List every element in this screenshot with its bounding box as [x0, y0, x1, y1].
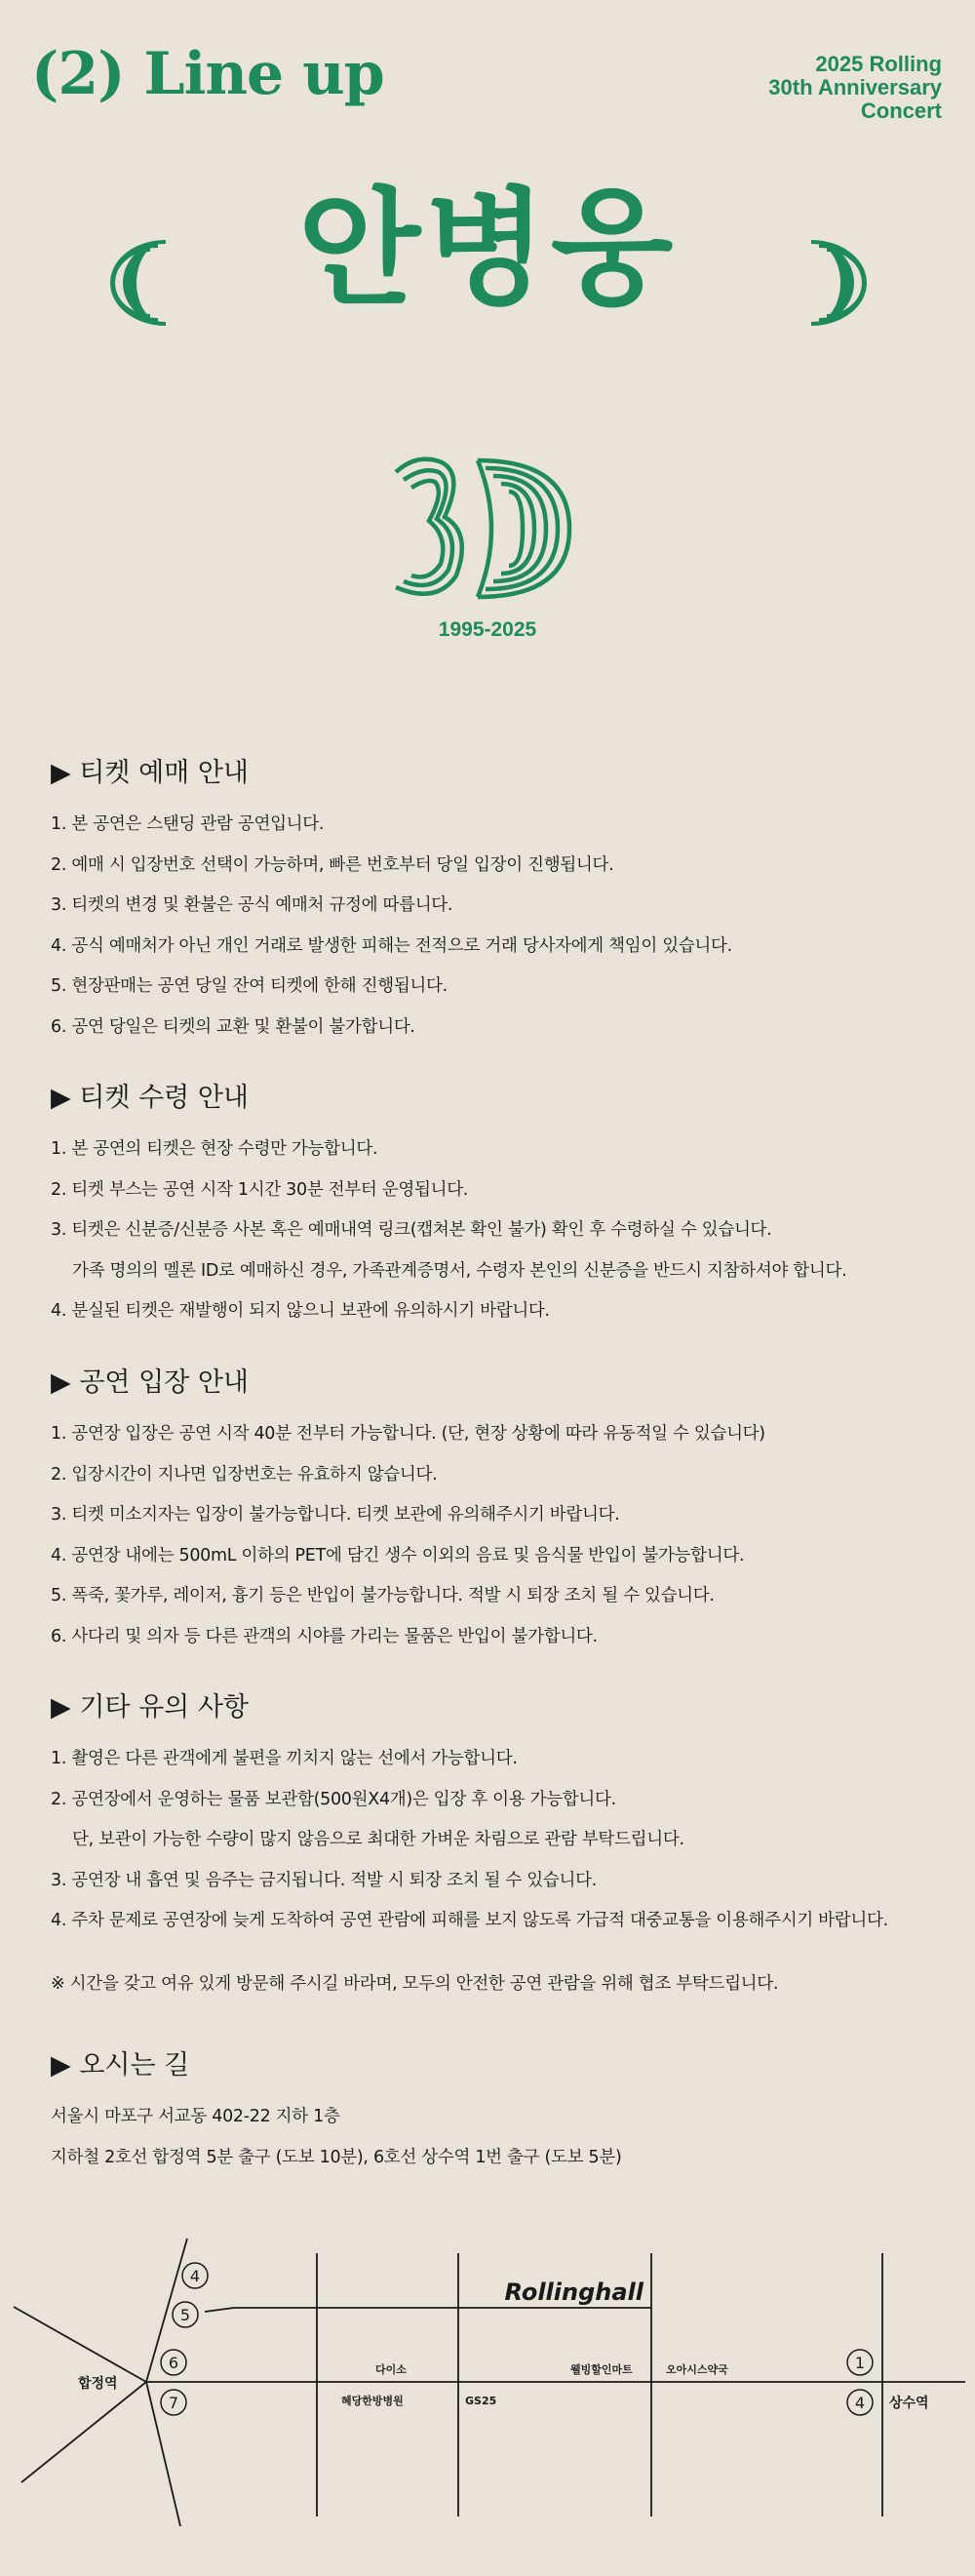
station-label-left: 합정역: [78, 2376, 118, 2392]
ticket-booking-section: [51, 756, 948, 1049]
anniversary-30-logo: [388, 451, 583, 607]
landmark-label: 혜당한방병원: [341, 2395, 404, 2407]
list-item: 4. 공식 예매처가 아닌 개인 거래로 발생한 피해는 전적으로 거래 당사자에게 책임이 있습니다.: [51, 935, 732, 956]
exit-number: 4: [189, 2267, 201, 2285]
list-item: 3. 티켓의 변경 및 환불은 공식 예매처 규정에 따릅니다.: [51, 895, 453, 916]
list-item: 4. 공연장 내에는 500mL 이하의 PET에 담긴 생수 이외의 음료 및 음식물 반입이 불가능합니다.: [51, 1545, 745, 1565]
list-item: 2. 티켓 부스는 공연 시작 1시간 30분 전부터 운영됩니다.: [51, 1179, 469, 1200]
anniversary-years: 1995-2025: [438, 618, 537, 641]
section-title: ▶ 티켓 수령 안내: [51, 1083, 250, 1113]
list-item: 3. 공연장 내 흡연 및 음주는 금지됩니다. 적발 시 퇴장 조치 될 수 있습니다.: [51, 1870, 597, 1890]
list-item: 3. 티켓은 신분증/신분증 사본 혹은 예매내역 링크(캡쳐본 확인 불가) 확인 후 수령하실 수 있습니다.: [51, 1220, 772, 1241]
exit-number: 7: [168, 2394, 179, 2412]
list-item: 5. 현장판매는 공연 당일 잔여 티켓에 한해 진행됩니다.: [51, 976, 448, 997]
artist-name: 안병웅: [297, 175, 678, 323]
exit-number: 6: [168, 2354, 179, 2372]
list-item: 3. 티켓 미소지자는 입장이 불가능합니다. 티켓 보관에 유의해주시기 바랍니다.: [51, 1505, 620, 1526]
subway-text: 지하철 2호선 합정역 5분 출구 (도보 10분), 6호선 상수역 1번 출구 (도보 5분): [51, 2147, 622, 2167]
list-item: 2. 예매 시 입장번호 선택이 가능하며, 빠른 번호부터 당일 입장이 진행됩니다.: [51, 854, 614, 875]
list-item: 5. 폭죽, 꽃가루, 레이저, 흉기 등은 반입이 불가능합니다. 적발 시 퇴장 조치 될 수 있습니다.: [51, 1586, 715, 1606]
concert-title-line: Concert: [860, 99, 942, 123]
ticket-pickup-section: [51, 1081, 948, 1332]
list-item: 1. 공연장 입장은 공연 시작 40분 전부터 가능합니다. (단, 현장 상황에 따라 유동적일 수 있습니다): [51, 1424, 765, 1444]
exit-number: 1: [854, 2354, 866, 2372]
venue-label: Rollinghall: [504, 2279, 644, 2306]
notice-text: ※ 시간을 갖고 여유 있게 방문해 주시길 바라며, 모두의 안전한 공연 관람을 위해 협조 부탁드립니다.: [51, 1974, 779, 1994]
list-item: 6. 공연 당일은 티켓의 교환 및 환불이 불가합니다.: [51, 1016, 415, 1037]
concert-title: [768, 53, 942, 123]
exit-number: 5: [179, 2306, 191, 2324]
list-item: 2. 입장시간이 지나면 입장번호는 유효하지 않습니다.: [51, 1464, 438, 1485]
section-title: ▶ 공연 입장 안내: [51, 1367, 250, 1398]
landmark-label: GS25: [465, 2395, 497, 2407]
other-notes-section: [51, 1690, 948, 1942]
map-road: [21, 2382, 146, 2482]
landmark-label: 웰빙할인마트: [570, 2363, 633, 2376]
list-item: 6. 사다리 및 의자 등 다른 관객의 시야를 가리는 물품은 반입이 불가합니다.: [51, 1626, 598, 1646]
list-item: 1. 촬영은 다른 관객에게 불편을 끼치지 않는 선에서 가능합니다.: [51, 1749, 518, 1768]
section-label: (2) Line up: [31, 40, 384, 108]
list-item: 1. 본 공연의 티켓은 현장 수령만 가능합니다.: [51, 1139, 378, 1159]
section-title: ▶ 기타 유의 사항: [51, 1692, 250, 1723]
landmark-label: 오아시스약국: [666, 2363, 728, 2376]
list-item: 단, 보관이 가능한 수량이 많지 않음으로 최대한 가벼운 차림으로 관람 부탁드립니다.: [72, 1830, 684, 1850]
section-title: ▶ 오시는 길: [51, 2050, 190, 2081]
entry-guide-section: [51, 1366, 948, 1658]
location-map: [0, 2234, 975, 2526]
right-parenthesis-icon: [801, 234, 879, 332]
map-road: [205, 2308, 234, 2312]
exit-number: 4: [854, 2394, 866, 2412]
concert-title-line: 2025 Rolling: [815, 52, 942, 76]
station-label-right: 상수역: [889, 2396, 929, 2411]
list-item: 1. 본 공연은 스탠딩 관람 공연입니다.: [51, 814, 325, 834]
landmark-label: 다이소: [375, 2363, 407, 2376]
list-item: 4. 주차 문제로 공연장에 늦게 도착하여 공연 관람에 피해를 보지 않도록 가급적 대중교통을 이용해주시기 바랍니다.: [51, 1911, 888, 1931]
list-item: 4. 분실된 티켓은 재발행이 되지 않으니 보관에 유의하시기 바랍니다.: [51, 1301, 550, 1322]
list-item: 2. 공연장에서 운영하는 물품 보관함(500원X4개)은 입장 후 이용 가능합니다.: [51, 1789, 616, 1809]
list-item: 가족 명의의 멜론 ID로 예매하신 경우, 가족관계증명서, 수령자 본인의 신분증을 반드시 지참하셔야 합니다.: [72, 1260, 847, 1281]
section-title: ▶ 티켓 예매 안내: [51, 758, 250, 788]
directions-section: [51, 2048, 948, 2178]
map-road: [14, 2307, 146, 2382]
concert-title-line: 30th Anniversary: [768, 75, 942, 99]
address-text: 서울시 마포구 서교동 402-22 지하 1층: [51, 2107, 340, 2126]
